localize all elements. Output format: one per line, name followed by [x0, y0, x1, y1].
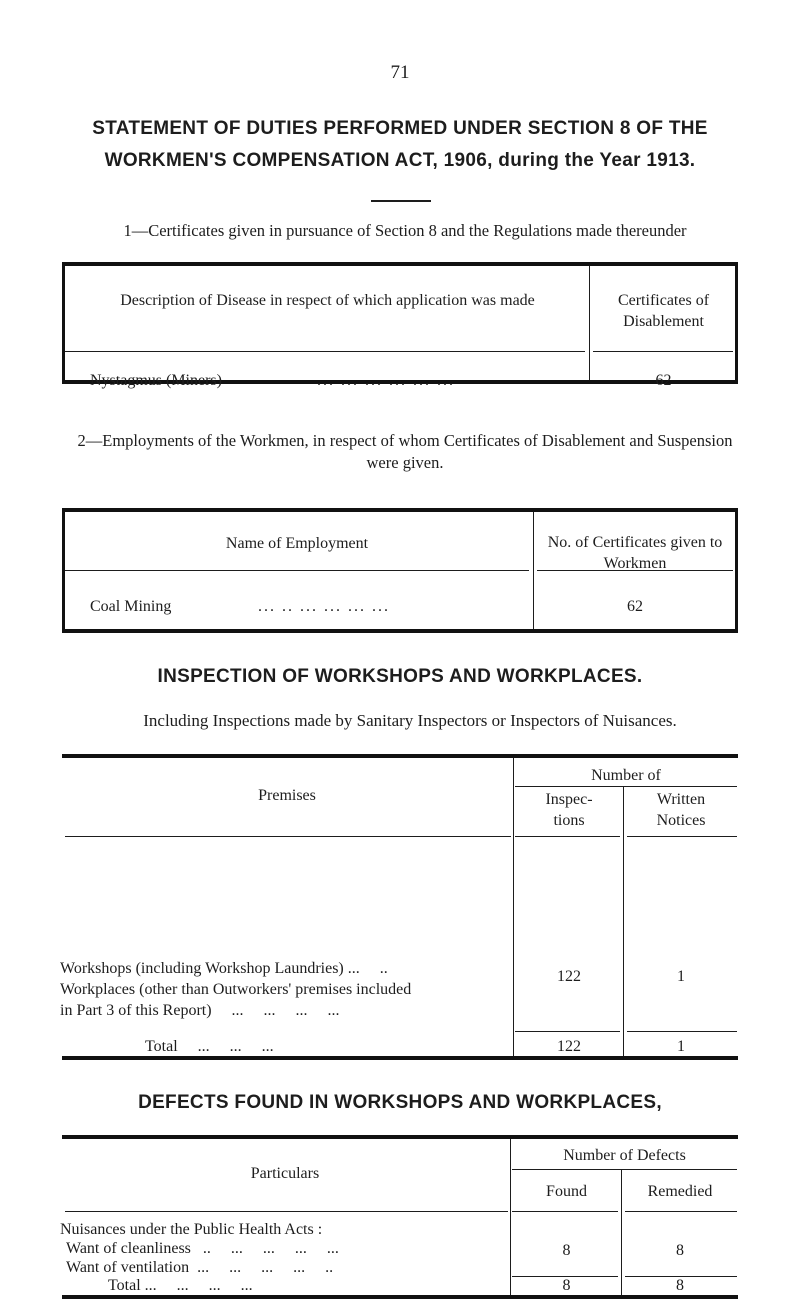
row-label-ventilation: Want of ventilation ... ... ... ... .. — [66, 1259, 334, 1276]
total-found: 8 — [562, 1277, 571, 1294]
total-remedied: 8 — [676, 1277, 684, 1294]
col-header-inspections: Inspec- tions — [545, 791, 593, 829]
row-label-workplaces: Workplaces (other than Outworkers' premises included — [60, 981, 412, 998]
row-label-part3: in Part 3 of this Report) ... ... ... ... — [60, 1002, 340, 1019]
page-number: 71 — [390, 62, 410, 83]
row-label-nuisances: Nuisances under the Public Health Acts : — [60, 1221, 323, 1238]
row-value-certificates: 62 — [655, 372, 672, 389]
col-header-remedied: Remedied — [647, 1183, 713, 1200]
total-notices: 1 — [677, 1038, 685, 1055]
col-header-employment: Name of Employment — [225, 535, 369, 552]
col-header-certificates: Certificates of Disablement — [617, 292, 710, 330]
defects-total-label: Total ... ... ... ... — [108, 1277, 253, 1294]
col-header-number-of: Number of — [591, 767, 661, 784]
col-header-description: Description of Disease in respect of which application was made — [120, 292, 535, 309]
row-value-notices: 1 — [677, 968, 685, 985]
page-title-line-2: WORKMEN'S COMPENSATION ACT, 1906, during the Year 1913. — [104, 150, 696, 171]
row-label-nystagmus: Nystagmus (Miners) — [90, 372, 222, 389]
row-value-remedied: 8 — [676, 1242, 684, 1259]
total-label: Total ... ... ... — [145, 1038, 274, 1055]
row-value-coal-mining: 62 — [627, 598, 643, 615]
row-label-cleanliness: Want of cleanliness .. ... ... ... ... — [66, 1240, 339, 1257]
col-header-particulars: Particulars — [250, 1165, 320, 1182]
col-header-number-of-defects: Number of Defects — [563, 1147, 686, 1164]
col-header-found: Found — [546, 1183, 587, 1200]
defects-heading: DEFECTS FOUND IN WORKSHOPS AND WORKPLACES, — [138, 1092, 662, 1113]
section2-heading: 2—Employments of the Workmen, in respect of whom Certificates of Disablement and Suspension were given. — [77, 431, 733, 472]
inspection-subheading: Including Inspections made by Sanitary Inspectors or Inspectors of Nuisances. — [143, 711, 677, 730]
row-leader-dots-2: ... .. ... ... ... ... — [258, 598, 390, 615]
total-inspections: 122 — [557, 1038, 581, 1055]
col-header-written-notices: Written Notices — [656, 791, 706, 829]
row-value-found: 8 — [562, 1242, 571, 1259]
row-leader-dots: ... ... ... ... ... ... — [317, 372, 455, 389]
inspection-heading: INSPECTION OF WORKSHOPS AND WORKPLACES. — [157, 666, 643, 687]
col-header-no-certificates: No. of Certificates given to Workmen — [547, 534, 723, 572]
page-title-line-1: STATEMENT OF DUTIES PERFORMED UNDER SECTION 8 OF THE — [92, 118, 708, 139]
row-label-workshops: Workshops (including Workshop Laundries) ... .. — [60, 960, 388, 977]
row-label-coal-mining: Coal Mining — [90, 598, 172, 615]
col-header-premises: Premises — [258, 787, 316, 804]
title-divider — [371, 200, 431, 202]
row-value-inspections: 122 — [557, 968, 581, 985]
section1-heading: 1—Certificates given in pursuance of Section 8 and the Regulations made thereunder — [123, 221, 687, 240]
